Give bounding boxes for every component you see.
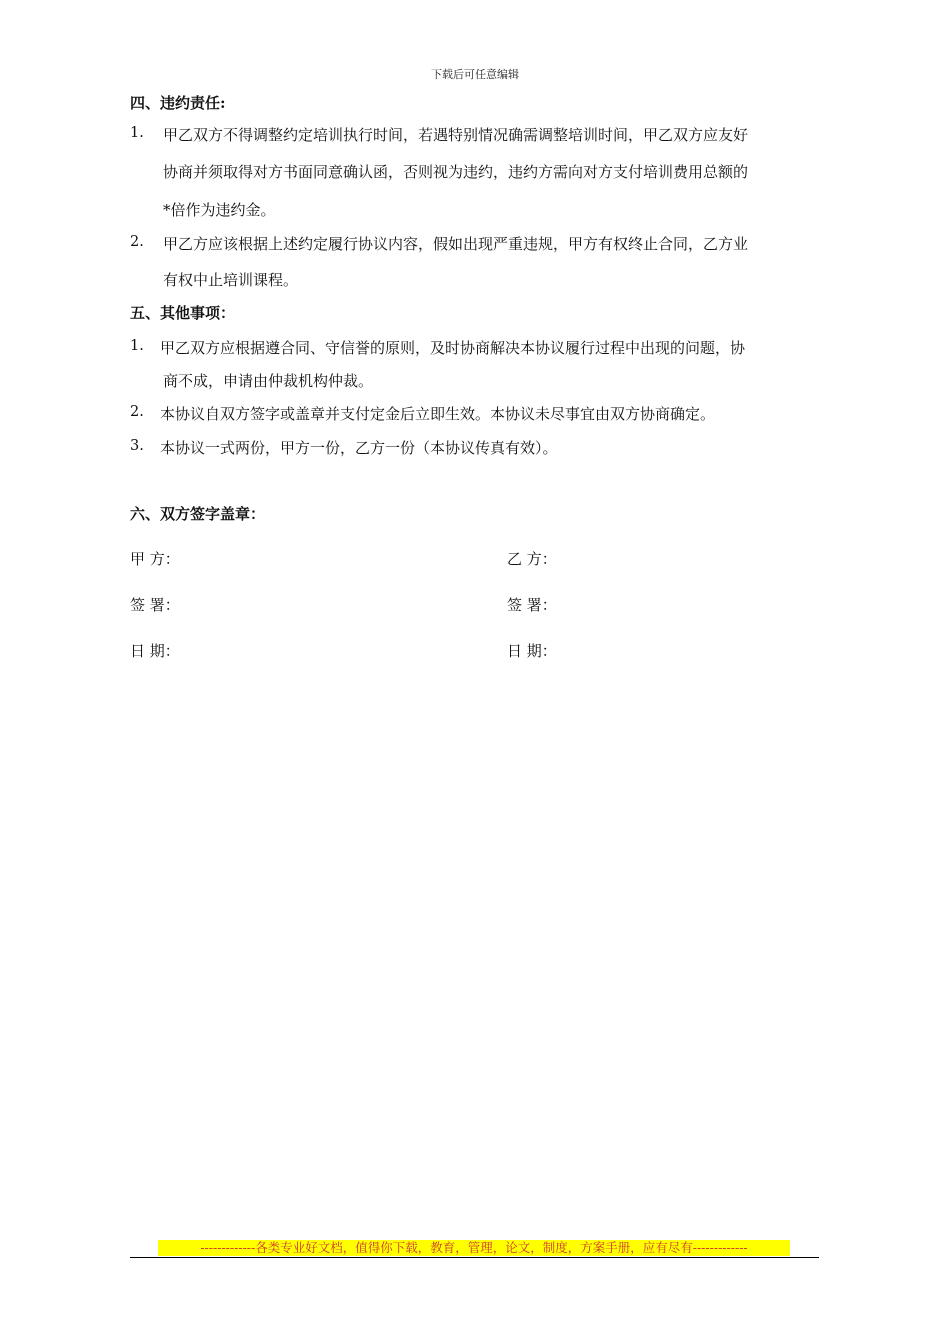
section-title-other-matters: 五、其他事项：	[130, 304, 236, 322]
list-item-number: 1.	[130, 338, 144, 354]
signature-b-label: 签 署：	[507, 596, 557, 614]
date-b-label: 日 期：	[507, 642, 557, 660]
list-item-line: 甲乙方应该根据上述约定履行协议内容，假如出现严重违规，甲方有权终止合同，乙方业	[163, 235, 749, 253]
section-title-signatures: 六、双方签字盖章：	[130, 505, 266, 523]
list-item-line: 有权中止培训课程。	[163, 271, 299, 289]
list-item-number: 2.	[130, 234, 144, 250]
signature-a-label: 签 署：	[130, 596, 180, 614]
header-note: 下载后可任意编辑	[431, 68, 519, 81]
footer-divider	[130, 1257, 819, 1258]
list-item-line: 协商并须取得对方书面同意确认函，否则视为违约，违约方需向对方支付培训费用总额的	[163, 163, 749, 181]
list-item-line: 甲乙双方不得调整约定培训执行时间，若遇特别情况确需调整培训时间，甲乙双方应友好	[163, 126, 749, 144]
list-item-line: 商不成，申请由仲裁机构仲裁。	[163, 372, 374, 390]
list-item-number: 1.	[130, 125, 144, 141]
party-a-label: 甲 方：	[130, 550, 180, 568]
footer-banner: -------------各类专业好文档，值得你下载，教育，管理，论文，制度，方案手册，应有尽有-------------	[158, 1240, 790, 1256]
date-a-label: 日 期：	[130, 642, 180, 660]
party-b-label: 乙 方：	[507, 550, 557, 568]
list-item-line: 本协议一式两份，甲方一份，乙方一份（本协议传真有效）。	[160, 439, 558, 457]
list-item-number: 3.	[130, 438, 144, 454]
list-item-line: 甲乙双方应根据遵合同、守信誉的原则，及时协商解决本协议履行过程中出现的问题，协	[160, 339, 746, 357]
section-title-breach: 四、违约责任:	[130, 94, 226, 112]
list-item-line: *倍作为违约金。	[163, 201, 276, 219]
list-item-number: 2.	[130, 404, 144, 420]
list-item-line: 本协议自双方签字或盖章并支付定金后立即生效。本协议未尽事宜由双方协商确定。	[160, 405, 716, 423]
